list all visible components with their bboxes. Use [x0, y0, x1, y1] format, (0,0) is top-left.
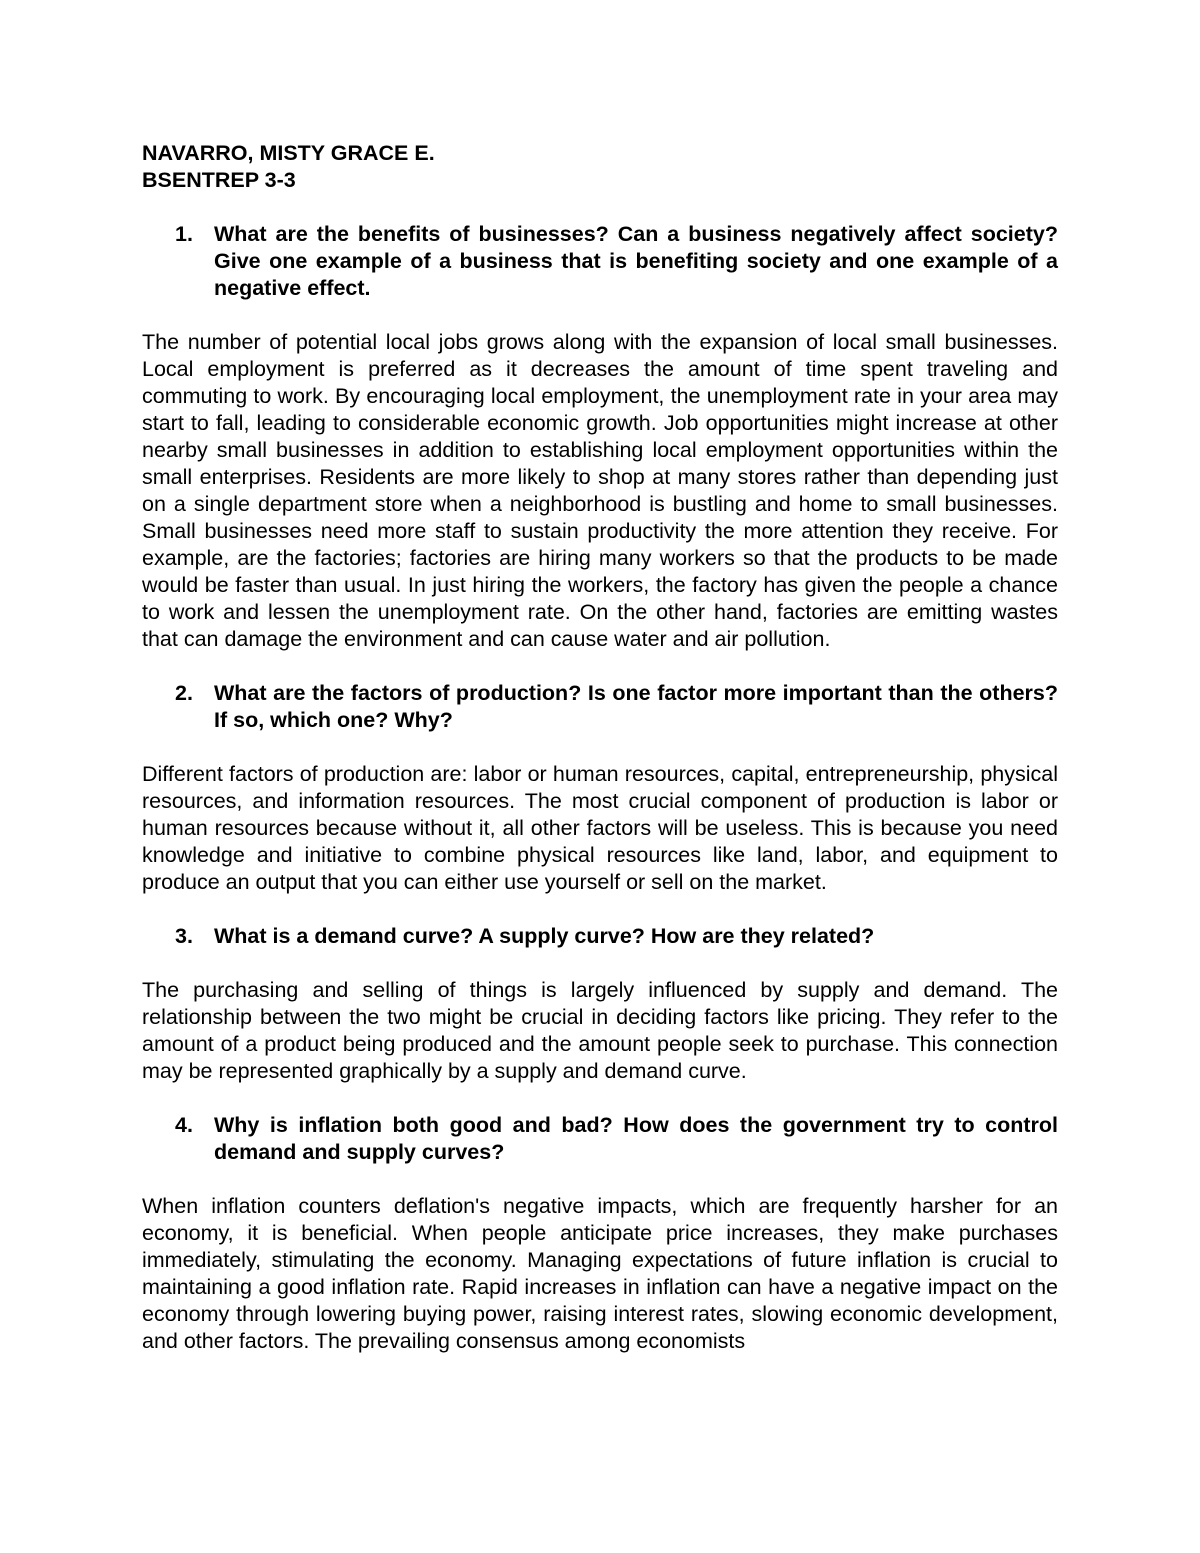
question-text: What are the benefits of businesses? Can a business negatively affect society? Give one example of a business that is benefiting society and one example of a negative effect. — [214, 222, 1058, 300]
question-number: 2. — [175, 681, 193, 705]
answer-2: Different factors of production are: labor or human resources, capital, entrepreneurship, physical resources, and information resources. The most crucial component of production is labor or human resources because without it, all other factors will be useless. This is because you need knowledge and initiative to combine physical resources like land, labor, and equipment to produce an output that you can either use yourself or sell on the market. — [142, 762, 1058, 894]
question-1 — [142, 221, 1058, 302]
question-4 — [142, 1112, 1058, 1166]
question-number: 3. — [175, 924, 193, 948]
question-number: 1. — [175, 222, 193, 246]
question-text: What is a demand curve? A supply curve? How are they related? — [214, 924, 875, 948]
question-number: 4. — [175, 1113, 193, 1137]
question-3 — [142, 923, 1058, 950]
answer-1: The number of potential local jobs grows along with the expansion of local small businesses. Local employment is preferred as it decreases the amount of time spent traveling and commuting to work. By encouraging local employment, the unemployment rate in your area may start to fall, leading to considerable economic growth. Job opportunities might increase at other nearby small businesses in addition to establishing local employment opportunities within the small enterprises. Residents are more likely to shop at many stores rather than depending just on a single department store when a neighborhood is bustling and home to small businesses. Small businesses need more staff to sustain productivity the more attention they receive. For example, are the factories; factories are hiring many workers so that the products to be made would be faster than usual. In just hiring the workers, the factory has given the people a chance to work and lessen the unemployment rate. On the other hand, factories are emitting wastes that can damage the environment and can cause water and air pollution. — [142, 330, 1058, 651]
student-section: BSENTREP 3-3 — [142, 168, 296, 192]
student-name: NAVARRO, MISTY GRACE E. — [142, 141, 435, 165]
question-text: Why is inflation both good and bad? How does the government try to control demand and supply curves? — [214, 1113, 1058, 1164]
document-page — [142, 140, 1058, 1355]
answer-3: The purchasing and selling of things is largely influenced by supply and demand. The relationship between the two might be crucial in deciding factors like pricing. They refer to the amount of a product being produced and the amount people seek to purchase. This connection may be represented graphically by a supply and demand curve. — [142, 978, 1058, 1083]
question-text: What are the factors of production? Is one factor more important than the others? If so, which one? Why? — [214, 681, 1058, 732]
question-2 — [142, 680, 1058, 734]
answer-4: When inflation counters deflation's negative impacts, which are frequently harsher for an economy, it is beneficial. When people anticipate price increases, they make purchases immediately, stimulating the economy. Managing expectations of future inflation is crucial to maintaining a good inflation rate. Rapid increases in inflation can have a negative impact on the economy through lowering buying power, raising interest rates, slowing economic development, and other factors. The prevailing consensus among economists — [142, 1194, 1058, 1353]
